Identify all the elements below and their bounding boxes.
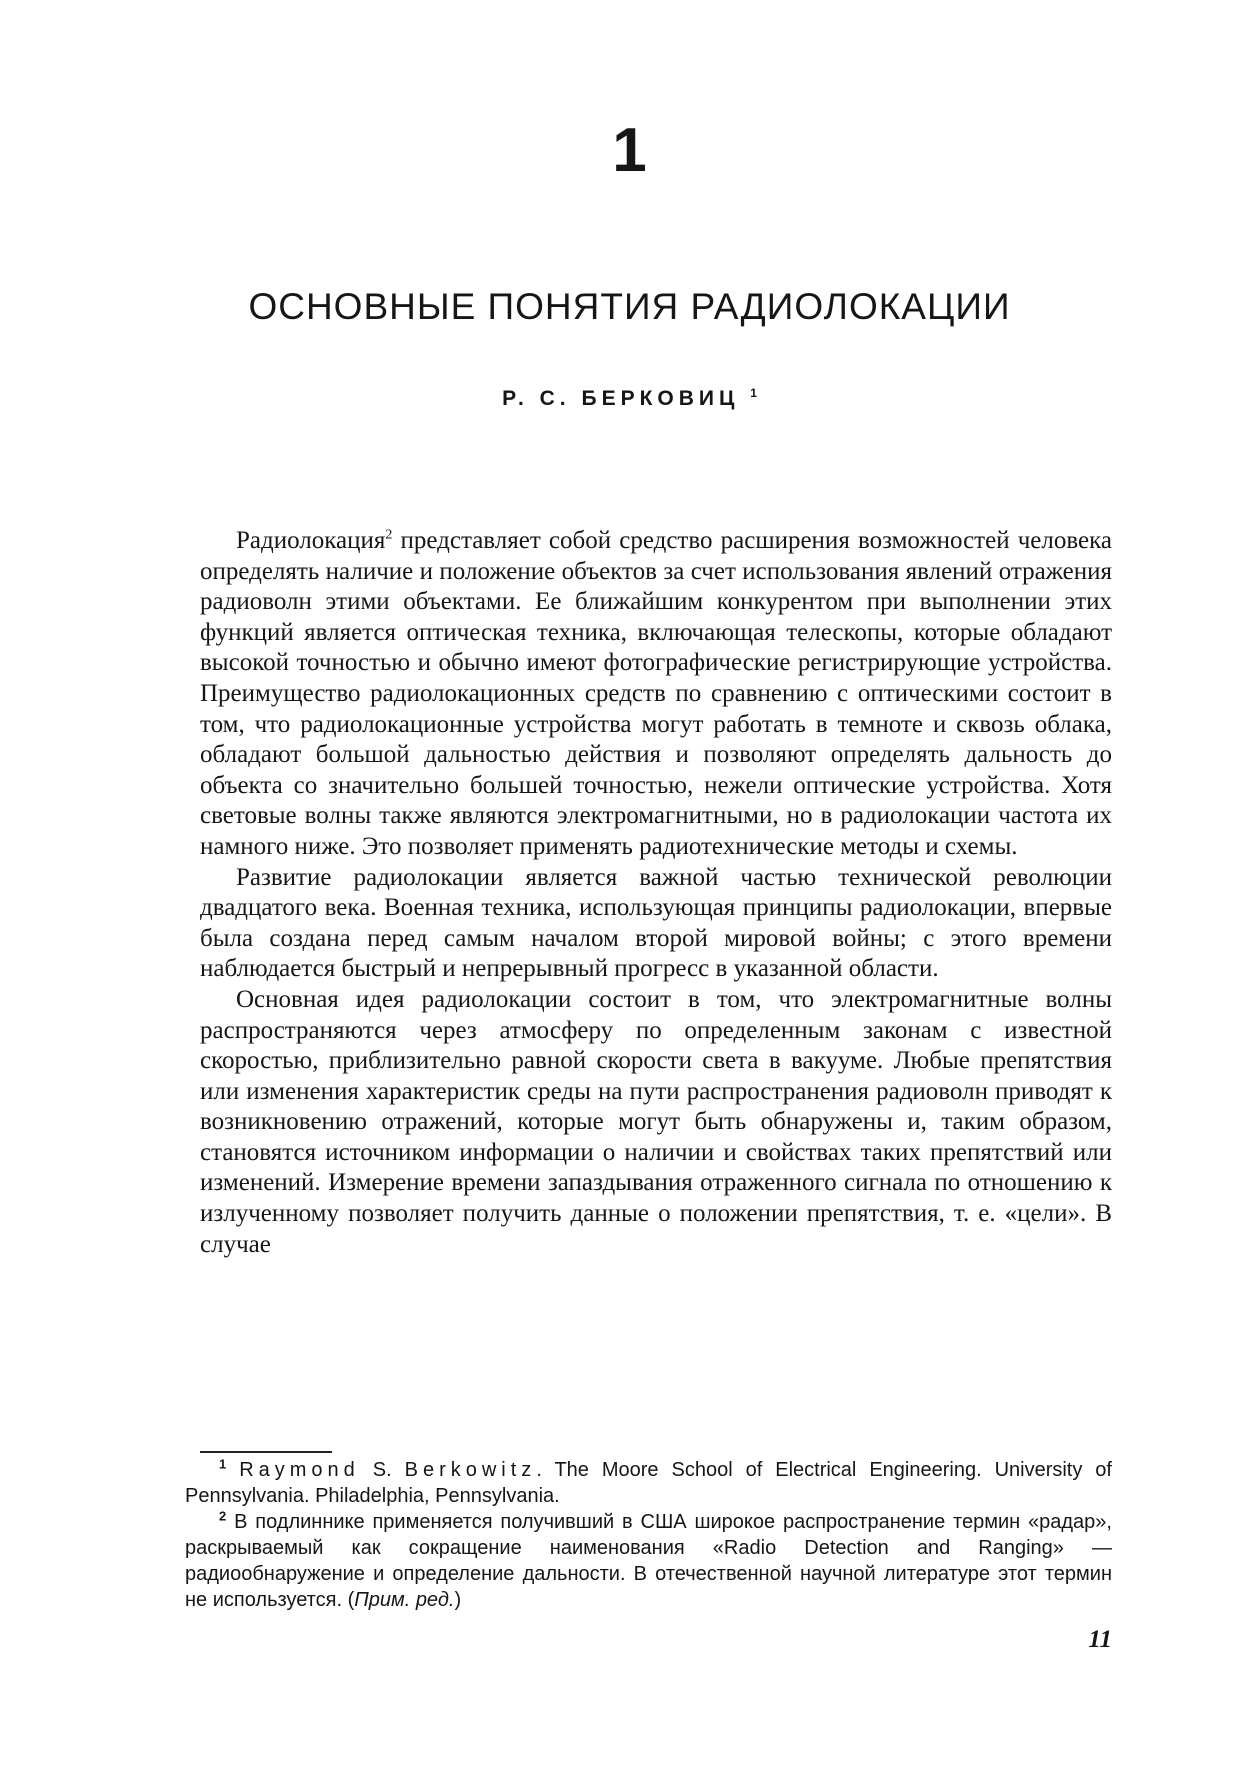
footnote-2 [185, 1509, 1112, 1613]
author-footnote-mark: 1 [750, 386, 757, 400]
chapter-number: 1 [612, 116, 647, 185]
footnote-2-note-open: ( [347, 1589, 355, 1611]
footnote-1-name-last: Berkowitz [404, 1459, 537, 1481]
footnote-1-rest: . The Moore School of Electrical Engineering. University of Pennsylvania. Philadelphia, Pennsylvania. [185, 1459, 1112, 1507]
footnote-divider [200, 1451, 332, 1453]
footnote-1-name-initial: S. [372, 1459, 392, 1481]
paragraph-1-start: Радиолокация [236, 527, 386, 554]
paragraph-1-rest: представляет собой средство расширения возможностей человека определять наличие и положение объектов за счет использования явлений отражения радиоволн этими объектами. Ее ближайшим конкурентом при выполнении этих функций является оптическая техника, включающая телескопы, которые обладают высокой точностью и обычно имеют фотографические регистрирующие устройства. Преимущество радиолокационных средств по сравнению с оптическими состоит в том, что радиолокационные устройства могут работать в темноте и сквозь облака, обладают большой дальностью действия и позволяют определять дальность до объекта со значительно большей точностью, нежели оптические устройства. Хотя световые волны также являются электромагнитными, но в радиолокации частота их намного ниже. Это позволяет применять радиотехнические методы и схемы. [200, 527, 1112, 860]
footnotes [185, 1457, 1112, 1613]
footnote-1-mark: 1 [219, 1456, 227, 1472]
author-line [0, 386, 1259, 411]
footnote-2-ref: 2 [385, 527, 393, 543]
author-name: Р. С. БЕРКОВИЦ [502, 387, 740, 410]
paragraph-2: Развитие радиолокации является важной частью технической революции двадцатого века. Военная техника, использующая принципы радиолокации, впервые была создана перед самым началом второй мировой войны; с этого времени наблюдается быстрый и непрерывный прогресс в указанной области. [200, 863, 1112, 983]
chapter-title: ОСНОВНЫЕ ПОНЯТИЯ РАДИОЛОКАЦИИ [248, 286, 1011, 327]
body-text [200, 526, 1112, 1260]
footnote-1-name-first: Raymond [239, 1459, 360, 1481]
footnote-2-mark: 2 [219, 1508, 227, 1524]
footnote-2-text: В подлиннике применяется получивший в США широкое распространение термин «радар», раскрываемый как сокращение наименования «Radio Detection and Ranging» — радиообнаружение и определение дальности. В отечественной научной литературе этот термин не используется. [185, 1511, 1112, 1611]
footnote-2-note-close: ) [454, 1589, 462, 1611]
paragraph-1 [200, 526, 1112, 863]
footnote-1 [185, 1457, 1112, 1509]
paragraph-3: Основная идея радиолокации состоит в том, что электромагнитные волны распространяются через атмосферу по определенным законам с известной скоростью, приблизительно равной скорости света в вакууме. Любые препятствия или изменения характеристик среды на пути распространения радиоволн приводят к возникновению отражений, которые могут быть обнаружены и, таким образом, становятся источником информации о наличии и свойствах таких препятствий или изменений. Измерение времени запаздывания отраженного сигнала по отношению к излученному позволяет получить данные о положении препятствия, т. е. «цели». В случае [200, 985, 1112, 1258]
footnote-2-editor-note: Прим. ред. [354, 1589, 455, 1611]
page-number: 11 [1088, 1626, 1112, 1653]
